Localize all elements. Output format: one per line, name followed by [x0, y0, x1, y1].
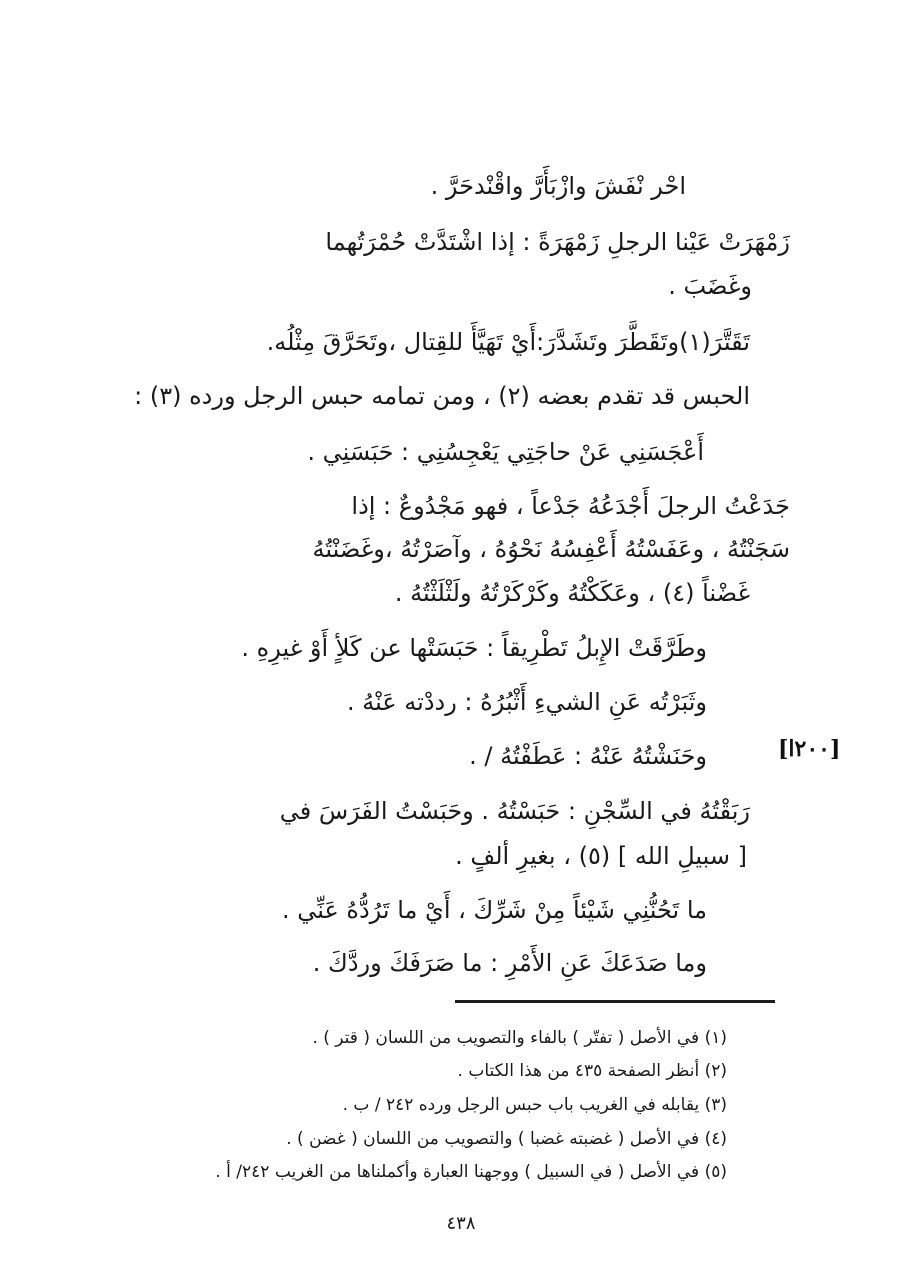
text-line-14: [ سبيلِ الله ] (٥) ، بغيرِ ألفٍ .: [455, 842, 747, 870]
text-line-8: سَجَنْتُهُ ، وعَفَسْتُهُ أَعْفِسُهُ نَحْوُهُ ، وآصَرْتُهُ ،وغَضَنْتُهُ: [312, 535, 790, 563]
footnote-1: (١) في الأصل ( تفتّر ) بالفاء والتصويب من اللسان ( قتر ) .: [312, 1028, 727, 1048]
text-line-12: وحَنَشْتُهُ عَنْهُ : عَطَفْتُهُ / .: [469, 742, 707, 770]
text-line-2: زَمْهَرَتْ عَيْنا الرجلِ زَمْهَرَةً : إذا اشْتَدَّتْ حُمْرَتُهما: [325, 228, 790, 256]
text-line-11: وثَبَرْتُه عَنِ الشيءِ أَثْبُرُهُ : رددْته عَنْهُ .: [346, 688, 707, 716]
text-line-13: رَبَقْتُهُ في السِّجْنِ : حَبَسْتُهُ . وحَبَسْتُ الفَرَسَ في: [279, 797, 750, 825]
text-line-6: أَعْجَسَنِي عَنْ حاجَتِي يَعْجِسُنِي : حَبَسَنِي .: [307, 438, 704, 466]
footnote-4: (٤) في الأصل ( غضبته غضبا ) والتصويب من اللسان ( غضن ) .: [286, 1129, 727, 1149]
text-line-4: تَقَتَّرَ(١)وتَقَطَّرَ وتَشَدَّرَ:أَيْ تَهَيَّأَ للقِتال ،وتَحَرَّقَ مِثْلُه.: [266, 328, 750, 356]
text-line-9: غَضْناً (٤) ، وعَكَكْتُهُ وكَرْكَرْتُهُ ولَثْلَثْتُهُ .: [394, 579, 750, 607]
text-line-16: وما صَدَعَكَ عَنِ الأَمْرِ : ما صَرَفَكَ وردَّكَ .: [312, 949, 707, 977]
footnote-5: (٥) في الأصل ( في السبيل ) ووجهنا العبارة وأكملناها من الغريب ٢٤٢/ أ .: [215, 1162, 727, 1182]
text-line-7: جَدَعْتُ الرجلَ أَجْدَعُهُ جَدْعاً ، فهو مَجْدُوعٌ : إذا: [351, 492, 790, 520]
text-line-3: وغَضَبَ .: [668, 272, 752, 300]
text-line-10: وطَرَّقَتْ الإِبلُ تَطْرِيقاً : حَبَسَتْها عن كَلأٍ أَوْ غيرِهِ .: [241, 634, 707, 662]
text-line-5: الحبس قد تقدم بعضه (٢) ، ومن تمامه حبس الرجل ورده (٣) :: [134, 382, 750, 410]
text-line-15: ما تَحُنُّنِي شَيْئاً مِنْ شَرِّكَ ، أَيْ ما تَرُدُّهُ عَنِّي .: [281, 896, 707, 924]
footnote-separator: [455, 1000, 775, 1003]
footnote-3: (٣) يقابله في الغريب باب حبس الرجل ورده ٢٤٢ / ب .: [342, 1095, 727, 1115]
page-number: ٤٣٨: [446, 1213, 476, 1234]
footnote-2: (٢) أنظر الصفحة ٤٣٥ من هذا الكتاب .: [457, 1061, 727, 1081]
text-line-1: احْر نْفَشَ وازْبَأَرَّ واقْنْدحَرَّ .: [430, 172, 686, 200]
folio-marker: [٢٠٠ا]: [778, 736, 841, 762]
